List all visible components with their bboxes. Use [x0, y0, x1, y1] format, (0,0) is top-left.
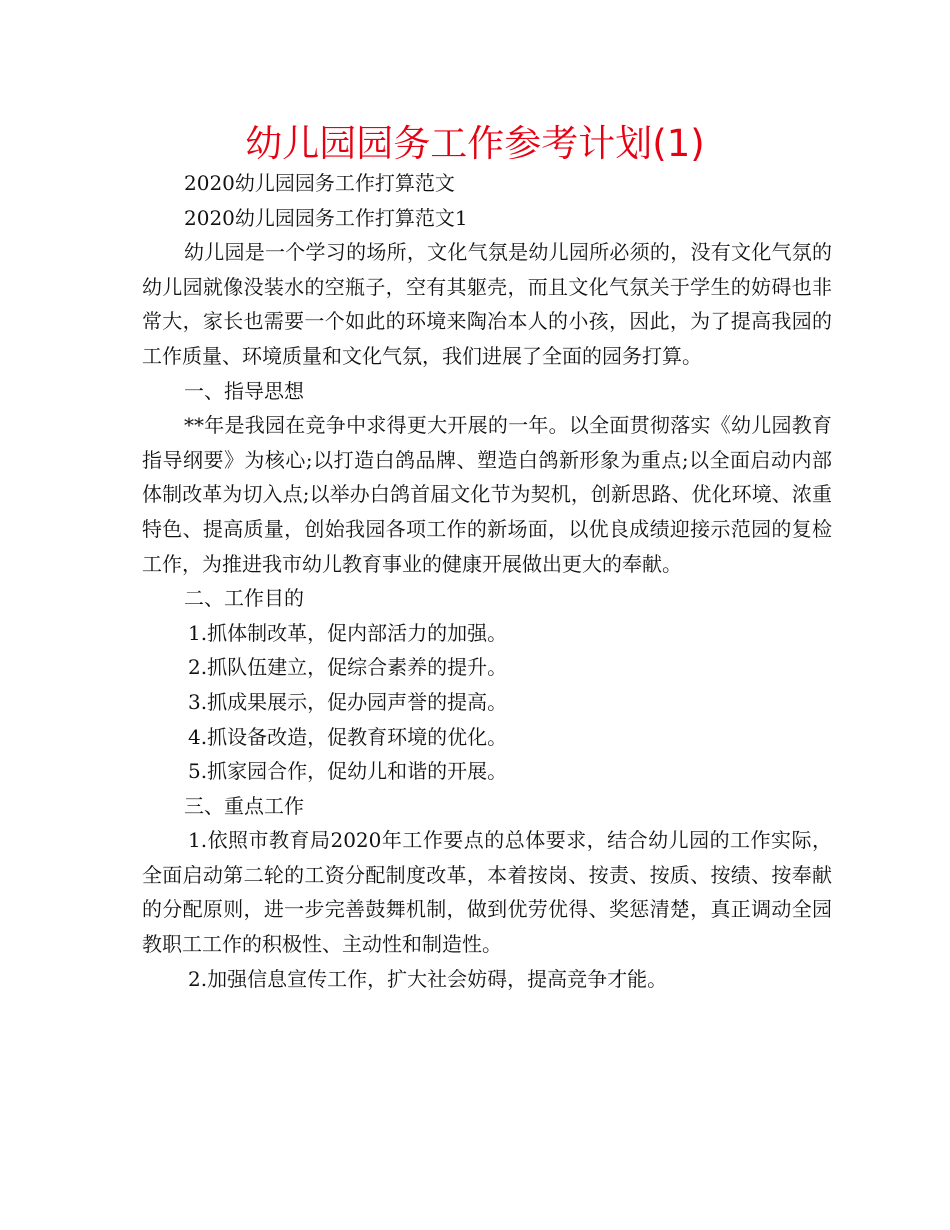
work-goal-item: 4.抓设备改造，促教育环境的优化。 — [188, 724, 508, 749]
key-work-item: 1.依照市教育局2020年工作要点的总体要求，结合幼儿园的工作实际，全面启动第二轮的工资分配制度改革，本着按岗、按责、按质、按绩、按奉献的分配原则，进一步完善鼓舞机制，做到优劳优得、奖惩清楚，真正调动全园教职工工作的积极性、主动性和制造性。 — [142, 828, 832, 957]
section-heading-work-goals: 二、工作目的 — [184, 586, 304, 611]
key-work-item: 2.加强信息宣传工作，扩大社会妨碍，提高竞争才能。 — [188, 966, 668, 991]
guiding-ideology-paragraph: **年是我园在竞争中求得更大开展的一年。以全面贯彻落实《幼儿园教育指导纲要》为核心;以打造白鸽品牌、塑造白鸽新形象为重点;以全面启动内部体制改革为切入点;以举办白鸽首届文化节为契机，创新思路、优化环境、浓重特色、提高质量，创始我园各项工作的新场面，以优良成绩迎接示范园的复检工作，为推进我市幼儿教育事业的健康开展做出更大的奉献。 — [142, 413, 832, 576]
document-body — [142, 166, 832, 996]
section-heading-guiding-ideology: 一、指导思想 — [184, 378, 304, 403]
document-title: 幼儿园园务工作参考计划(1) — [245, 122, 705, 165]
subtitle-line-1: 2020幼儿园园务工作打算范文 — [184, 171, 455, 195]
work-goal-item: 2.抓队伍建立，促综合素养的提升。 — [188, 655, 508, 680]
work-goal-item: 1.抓体制改革，促内部活力的加强。 — [188, 620, 508, 645]
work-goal-item: 3.抓成果展示，促办园声誉的提高。 — [188, 689, 508, 714]
work-goal-item: 5.抓家园合作，促幼儿和谐的开展。 — [188, 759, 508, 784]
section-heading-key-work: 三、重点工作 — [184, 793, 304, 818]
subtitle-line-2: 2020幼儿园园务工作打算范文1 — [184, 205, 468, 230]
intro-paragraph: 幼儿园是一个学习的场所，文化气氛是幼儿园所必须的，没有文化气氛的幼儿园就像没装水的空瓶子，空有其躯壳，而且文化气氛关于学生的妨碍也非常大，家长也需要一个如此的环境来陶冶本人的小孩，因此，为了提高我园的工作质量、环境质量和文化气氛，我们进展了全面的园务打算。 — [142, 240, 832, 368]
